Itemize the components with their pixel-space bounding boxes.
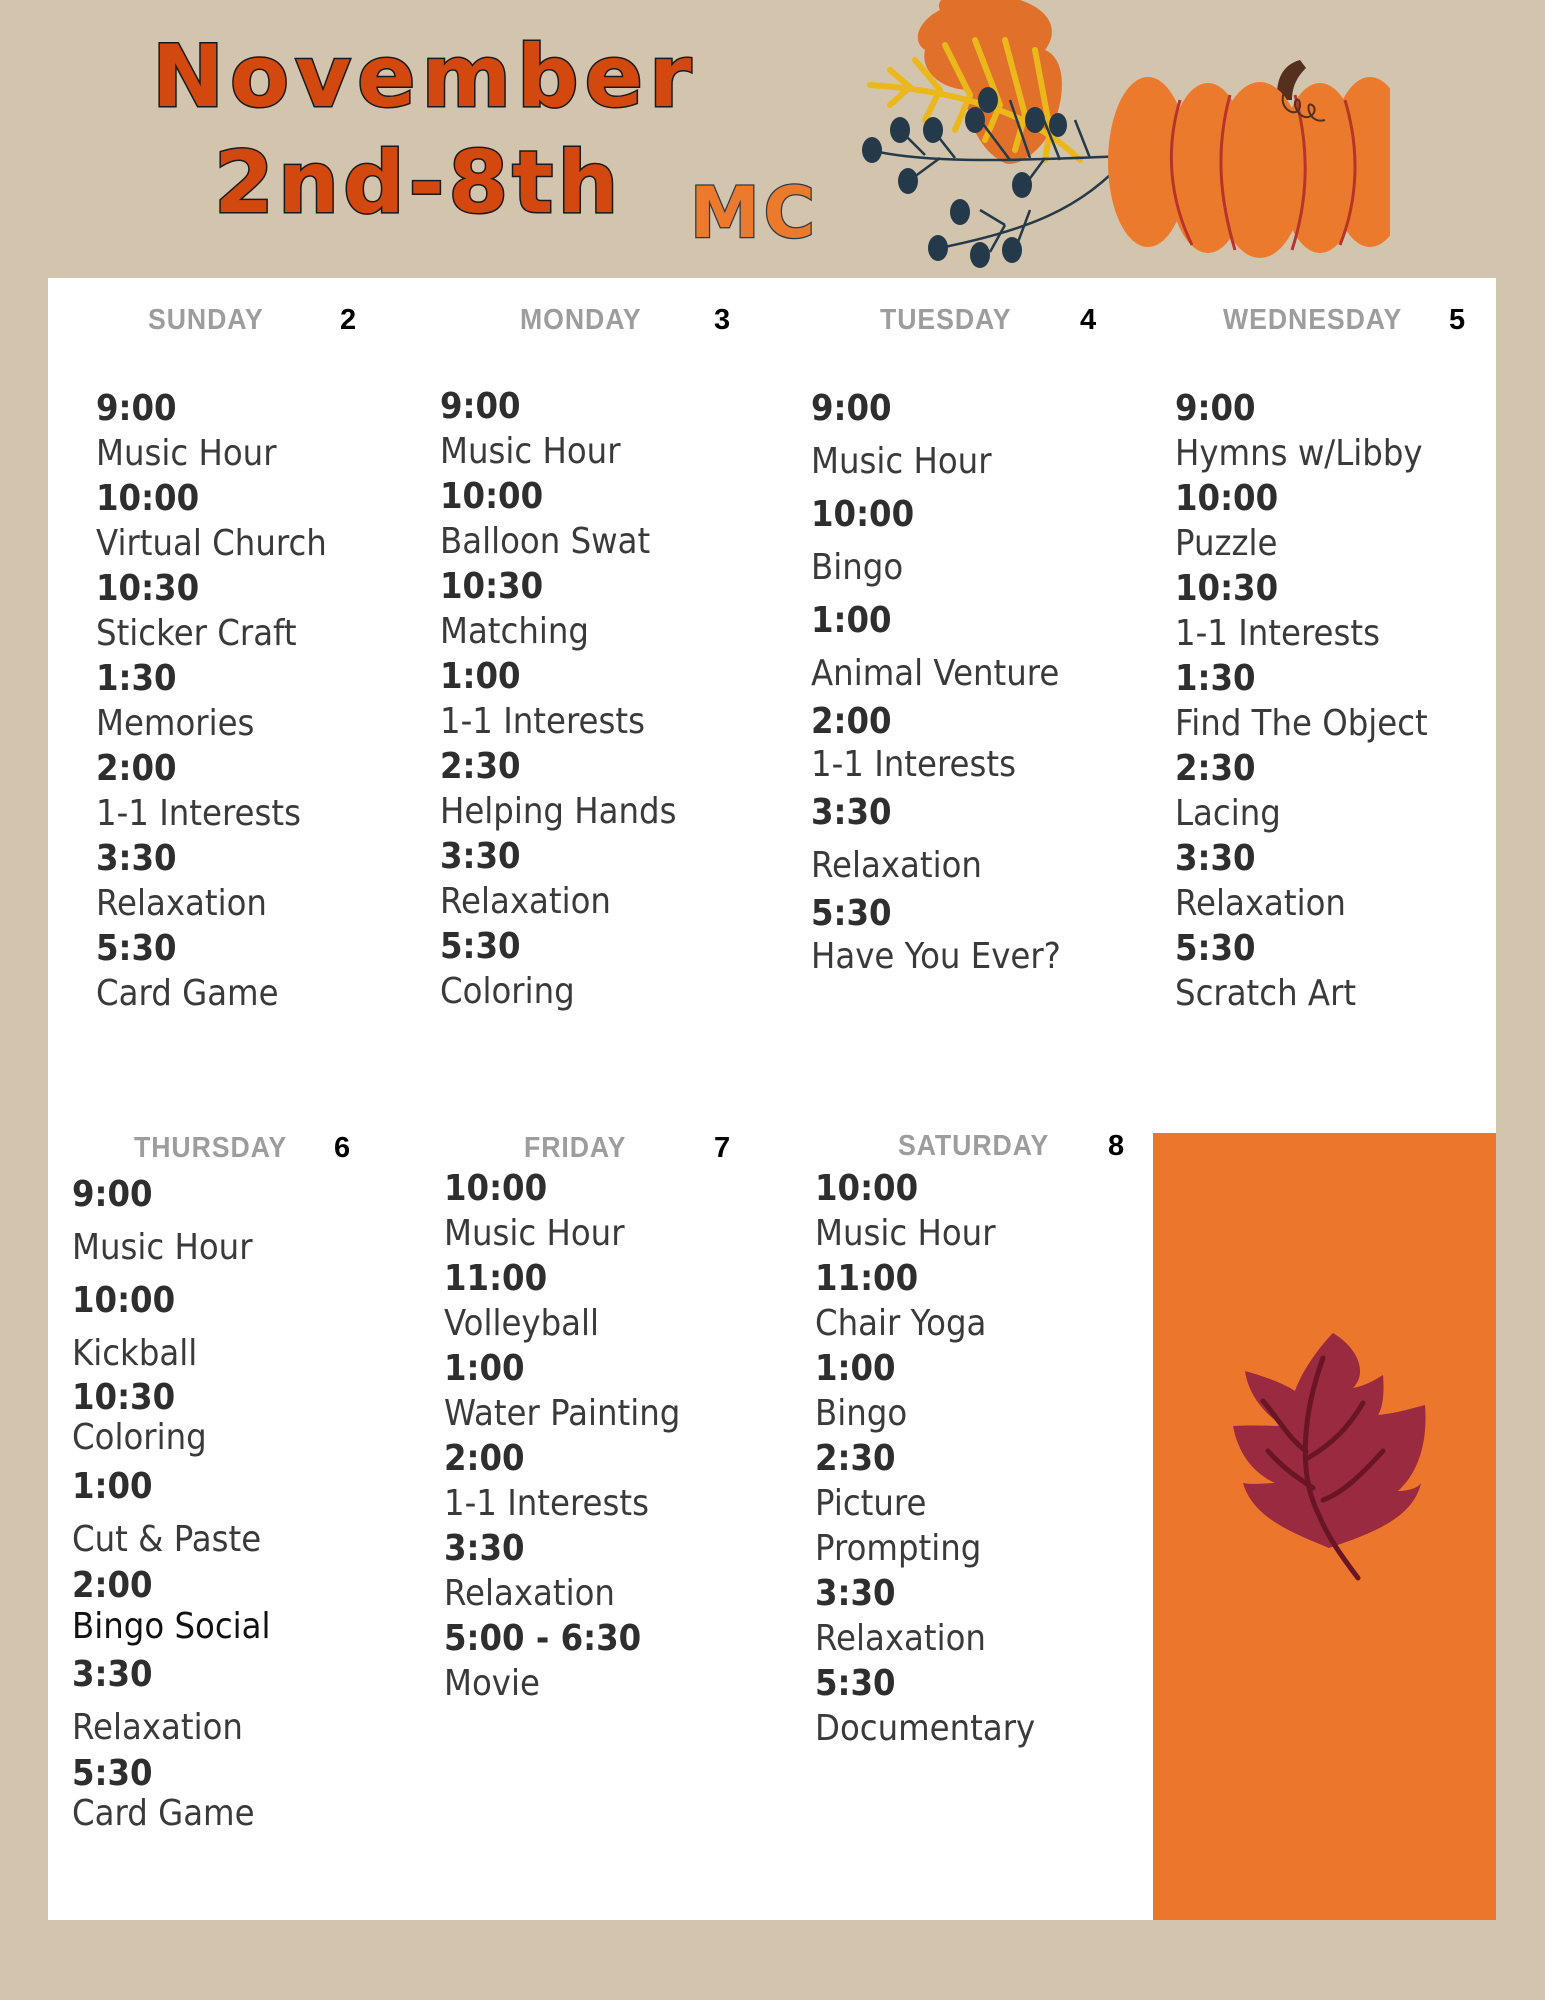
event-activity: Kickball: [72, 1333, 198, 1374]
event-activity: Coloring: [440, 971, 575, 1012]
day-name: WEDNESDAY: [1223, 304, 1403, 336]
org-mark: MC: [690, 172, 820, 254]
event-activity: Relaxation: [1175, 883, 1346, 924]
event-time: 9:00: [72, 1174, 153, 1215]
event-time: 5:30: [1175, 928, 1256, 969]
event-activity: Music Hour: [72, 1227, 253, 1268]
event-list: [1175, 386, 1456, 1016]
day-header: [880, 304, 1097, 337]
event-activity: Chair Yoga: [815, 1303, 987, 1344]
day-number: 3: [714, 304, 731, 336]
event-activity: Music Hour: [440, 431, 621, 472]
event-time: 2:00: [72, 1565, 153, 1606]
event-time: 11:00: [815, 1258, 919, 1299]
event-time: 5:00 - 6:30: [444, 1618, 642, 1659]
event-time: 9:00: [811, 388, 892, 429]
event-activity: Picture Prompting: [815, 1483, 982, 1569]
event-activity: Relaxation: [440, 881, 611, 922]
event-time: 5:30: [96, 928, 177, 969]
event-activity: Relaxation: [444, 1573, 615, 1614]
day-saturday: [783, 1108, 1153, 1908]
event-time: 5:30: [815, 1663, 896, 1704]
event-time: 3:30: [815, 1573, 896, 1614]
event-activity: 1-1 Interests: [96, 793, 301, 834]
day-wednesday: [1123, 278, 1496, 1014]
event-time: 2:00: [811, 701, 892, 742]
day-number: 7: [714, 1132, 731, 1164]
event-activity: Music Hour: [96, 433, 277, 474]
event-activity: Bingo Social: [72, 1606, 271, 1647]
day-number: 5: [1449, 304, 1466, 336]
day-name: THURSDAY: [134, 1132, 288, 1164]
weekly-calendar: [48, 278, 1496, 1920]
event-activity: 1-1 Interests: [440, 701, 645, 742]
event-list: [815, 1166, 1060, 1751]
event-time: 2:00: [96, 748, 177, 789]
event-time: 1:00: [72, 1466, 153, 1507]
event-activity: Helping Hands: [440, 791, 677, 832]
event-time: 2:30: [1175, 748, 1256, 789]
event-time: 9:00: [440, 386, 521, 427]
event-time: 1:00: [815, 1348, 896, 1389]
day-number: 8: [1108, 1130, 1125, 1162]
event-time: 3:30: [96, 838, 177, 879]
day-header: [524, 1132, 731, 1165]
event-activity: Card Game: [96, 973, 279, 1014]
event-activity: Documentary: [815, 1708, 1036, 1749]
day-monday: [388, 278, 758, 1012]
event-time: 10:30: [96, 568, 200, 609]
day-name: MONDAY: [520, 304, 642, 336]
event-activity: Bingo: [815, 1393, 908, 1434]
event-time: 9:00: [1175, 388, 1256, 429]
event-time: 10:00: [440, 476, 544, 517]
event-time: 3:30: [444, 1528, 525, 1569]
event-activity: 1-1 Interests: [811, 744, 1016, 785]
event-time: 3:30: [1175, 838, 1256, 879]
event-activity: Find The Object: [1175, 703, 1428, 744]
event-time: 1:30: [1175, 658, 1256, 699]
day-header: [898, 1130, 1125, 1163]
event-activity: Relaxation: [811, 845, 982, 886]
day-header: [1223, 304, 1466, 337]
day-friday: [418, 1108, 783, 1908]
event-time: 10:00: [815, 1168, 919, 1209]
event-time: 10:30: [440, 566, 544, 607]
day-thursday: [48, 1108, 418, 1908]
day-tuesday: [758, 278, 1123, 977]
event-list: [96, 386, 352, 1016]
day-number: 4: [1080, 304, 1097, 336]
day-sunday: [48, 278, 388, 1014]
event-activity: Relaxation: [96, 883, 267, 924]
day-name: TUESDAY: [880, 304, 1012, 336]
day-header: [520, 304, 731, 337]
day-header: [134, 1132, 351, 1165]
event-time: 3:30: [440, 836, 521, 877]
event-time: 2:30: [815, 1438, 896, 1479]
day-header: [148, 304, 357, 337]
event-activity: Card Game: [72, 1793, 255, 1834]
autumn-leaf-icon: [1233, 1333, 1433, 1703]
day-name: SUNDAY: [148, 304, 264, 336]
event-time: 10:30: [72, 1377, 176, 1418]
event-activity: Matching: [440, 611, 589, 652]
event-time: 1:00: [440, 656, 521, 697]
event-time: 3:30: [811, 792, 892, 833]
event-time: 10:00: [444, 1168, 548, 1209]
event-activity: Sticker Craft: [96, 613, 297, 654]
event-time: 5:30: [72, 1753, 153, 1794]
event-activity: Music Hour: [444, 1213, 625, 1254]
event-activity: Scratch Art: [1175, 973, 1357, 1014]
event-activity: Lacing: [1175, 793, 1281, 834]
event-activity: Hymns w/Libby: [1175, 433, 1423, 474]
event-time: 10:00: [72, 1280, 176, 1321]
event-activity: Relaxation: [815, 1618, 986, 1659]
event-list: [444, 1166, 707, 1706]
title-date-range: 2nd-8th: [214, 133, 623, 233]
event-time: 2:30: [440, 746, 521, 787]
day-number: 2: [340, 304, 357, 336]
event-activity: Have You Ever?: [811, 936, 1061, 977]
event-time: 1:00: [444, 1348, 525, 1389]
event-time: 5:30: [811, 893, 892, 934]
event-list: [440, 384, 703, 1014]
event-activity: 1-1 Interests: [1175, 613, 1380, 654]
event-activity: Bingo: [811, 547, 904, 588]
event-time: 1:00: [811, 600, 892, 641]
event-time: 2:00: [444, 1438, 525, 1479]
event-activity: Balloon Swat: [440, 521, 651, 562]
event-time: 11:00: [444, 1258, 548, 1299]
event-time: 10:00: [1175, 478, 1279, 519]
event-activity: Music Hour: [815, 1213, 996, 1254]
event-list: [811, 382, 1089, 978]
event-activity: Cut & Paste: [72, 1519, 262, 1560]
event-activity: Virtual Church: [96, 523, 327, 564]
day-name: SATURDAY: [898, 1130, 1050, 1162]
event-time: 9:00: [96, 388, 177, 429]
event-activity: Memories: [96, 703, 255, 744]
event-activity: Music Hour: [811, 441, 992, 482]
event-activity: Relaxation: [72, 1707, 243, 1748]
event-activity: Coloring: [72, 1417, 207, 1458]
event-activity: 1-1 Interests: [444, 1483, 649, 1524]
pumpkin-berries-leaves-icon: [830, 0, 1390, 275]
event-activity: Water Painting: [444, 1393, 681, 1434]
event-activity: Puzzle: [1175, 523, 1278, 564]
event-time: 10:00: [96, 478, 200, 519]
event-time: 10:00: [811, 494, 915, 535]
event-activity: Volleyball: [444, 1303, 600, 1344]
event-list: [72, 1168, 293, 1834]
event-time: 1:30: [96, 658, 177, 699]
event-time: 3:30: [72, 1654, 153, 1695]
title-month: November: [152, 27, 698, 127]
decorative-panel: [1153, 1133, 1496, 1920]
day-number: 6: [334, 1132, 351, 1164]
event-activity: Movie: [444, 1663, 540, 1704]
event-time: 10:30: [1175, 568, 1279, 609]
day-name: FRIDAY: [524, 1132, 627, 1164]
event-activity: Animal Venture: [811, 653, 1060, 694]
event-time: 5:30: [440, 926, 521, 967]
